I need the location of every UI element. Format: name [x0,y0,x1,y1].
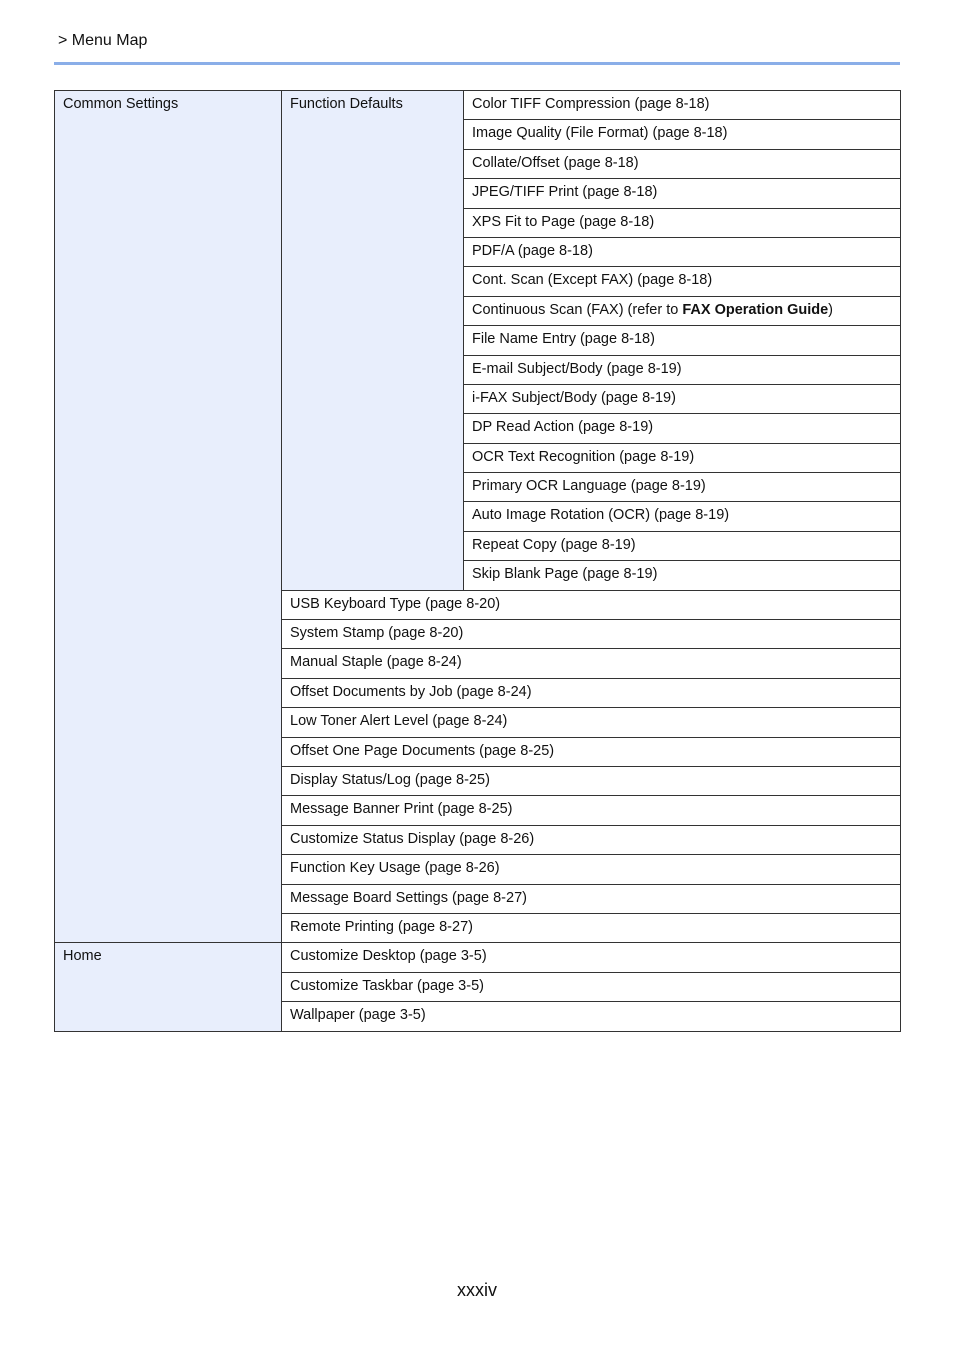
menu-item[interactable]: Auto Image Rotation (OCR) (page 8-19) [464,502,901,531]
menu-item[interactable]: Customize Desktop (page 3-5) [282,943,901,972]
menu-item[interactable]: USB Keyboard Type (page 8-20) [282,590,901,619]
menu-item-text: ) [828,301,834,318]
header-divider [54,62,900,65]
menu-group-home: Home [55,943,282,1031]
menu-item[interactable]: XPS Fit to Page (page 8-18) [464,208,901,237]
breadcrumb: > Menu Map [58,32,148,49]
menu-item[interactable]: E-mail Subject/Body (page 8-19) [464,355,901,384]
menu-item[interactable]: Offset One Page Documents (page 8-25) [282,737,901,766]
page-number: xxxiv [457,1280,497,1300]
menu-item[interactable]: Message Banner Print (page 8-25) [282,796,901,825]
menu-item[interactable]: DP Read Action (page 8-19) [464,414,901,443]
table-row [55,91,901,120]
menu-item[interactable]: Image Quality (File Format) (page 8-18) [464,120,901,149]
menu-item[interactable]: Customize Taskbar (page 3-5) [282,972,901,1001]
menu-item[interactable]: i-FAX Subject/Body (page 8-19) [464,384,901,413]
menu-item[interactable]: Skip Blank Page (page 8-19) [464,561,901,590]
menu-item[interactable]: Message Board Settings (page 8-27) [282,884,901,913]
menu-item[interactable]: System Stamp (page 8-20) [282,620,901,649]
menu-item[interactable]: Cont. Scan (Except FAX) (page 8-18) [464,267,901,296]
fax-operation-guide-reference: FAX Operation Guide [682,301,829,318]
menu-item[interactable]: Manual Staple (page 8-24) [282,649,901,678]
menu-item[interactable]: Customize Status Display (page 8-26) [282,825,901,854]
menu-item[interactable]: Display Status/Log (page 8-25) [282,766,901,795]
menu-item[interactable]: Offset Documents by Job (page 8-24) [282,678,901,707]
menu-item-text: Continuous Scan (FAX) (refer to [472,301,683,318]
menu-item[interactable]: Wallpaper (page 3-5) [282,1002,901,1031]
menu-map-table [54,90,901,1032]
menu-item[interactable]: Primary OCR Language (page 8-19) [464,473,901,502]
menu-item[interactable]: JPEG/TIFF Print (page 8-18) [464,179,901,208]
menu-item[interactable]: PDF/A (page 8-18) [464,237,901,266]
menu-item[interactable]: OCR Text Recognition (page 8-19) [464,443,901,472]
menu-group-common-settings: Common Settings [55,91,282,943]
menu-item[interactable]: Repeat Copy (page 8-19) [464,531,901,560]
menu-item-continuous-scan-fax[interactable] [464,296,901,325]
menu-item[interactable]: Collate/Offset (page 8-18) [464,149,901,178]
menu-item[interactable]: File Name Entry (page 8-18) [464,326,901,355]
table-row [55,943,901,972]
menu-item[interactable]: Remote Printing (page 8-27) [282,913,901,942]
menu-group-function-defaults: Function Defaults [282,91,464,591]
menu-item[interactable]: Color TIFF Compression (page 8-18) [464,91,901,120]
menu-item[interactable]: Function Key Usage (page 8-26) [282,855,901,884]
menu-item[interactable]: Low Toner Alert Level (page 8-24) [282,708,901,737]
